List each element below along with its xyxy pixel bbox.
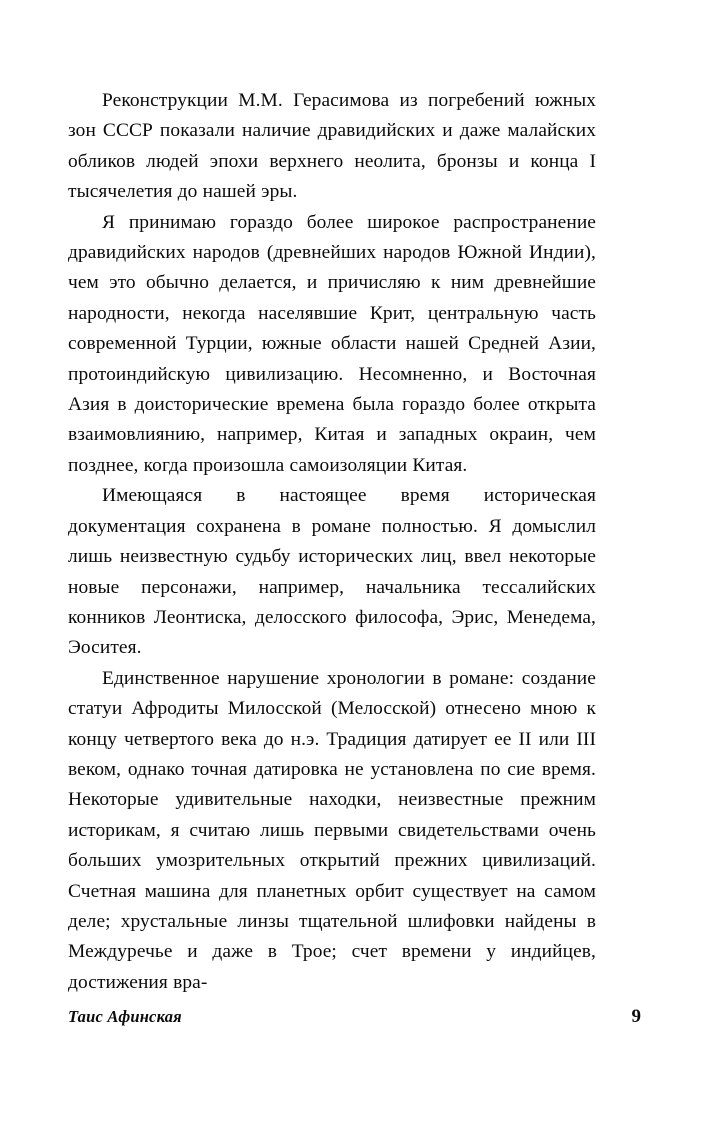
paragraph: Реконструкции М.М. Герасимова из погребений южных зон СССР показали наличие дравидийских и даже малайских обликов людей эпохи верхнего неолита, бронзы и конца I тысячелетия до нашей эры. (68, 90, 596, 203)
paragraph: Имеющаяся в настоящее время историческая документация сохранена в романе полностью. Я домыслил лишь неизвестную судьбу исторических лиц, ввел некоторые новые персонажи, например, начальника тессалийских конников Леонтиска, делосского философа, Эрис, Менедема, Эоситея. (68, 485, 596, 659)
page-number: 9 (631, 1006, 641, 1027)
paragraph: Единственное нарушение хронологии в романе: создание статуи Афродиты Милосской (Мелосской) отнесено мною к концу четвертого века до н.э. Традиция датирует ее II или III веком, однако точная датировка не установлена по сие время. Некоторые удивительные находки, неизвестные прежним историкам, я считаю лишь первыми свидетельствами очень больших умозрительных открытий прежних цивилизаций. Счетная машина для планетных орбит существует на самом деле; хрустальные линзы тщательной шлифовки найдены в Междуречье и даже в Трое; счет времени у индийцев, достижения вра- (68, 667, 596, 993)
paragraph: Я принимаю гораздо более широкое распространение дравидийских народов (древнейших народов Южной Индии), чем это обычно делается, и причисляю к ним древнейшие народности, некогда населявшие Крит, центральную часть современной Турции, южные области нашей Средней Азии, протоиндийскую цивилизацию. Несомненно, и Восточная Азия в доисторические времена была гораздо более открыта взаимовлиянию, например, Китая и западных окраин, чем позднее, когда произошла самоизоляции Китая. (68, 211, 596, 476)
body-text (68, 86, 596, 998)
running-title: Таис Афинская (68, 1007, 182, 1026)
page-footer (68, 1006, 641, 1028)
